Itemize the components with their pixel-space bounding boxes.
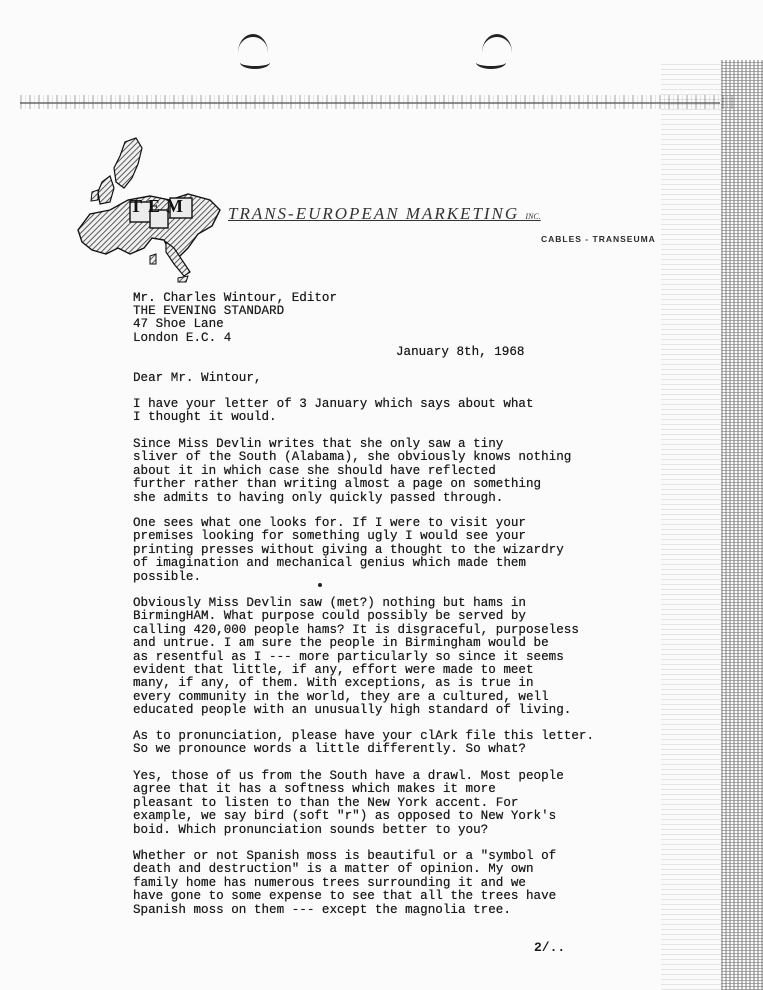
recipient-line: THE EVENING STANDARD	[133, 304, 285, 318]
body-paragraph: I have your letter of 3 January which says about what I thought it would.	[133, 397, 534, 425]
salutation: Dear Mr. Wintour,	[133, 371, 262, 385]
company-name	[228, 204, 541, 224]
logo-monogram: TEM	[130, 196, 190, 216]
page-continuation-marker: 2/..	[534, 940, 566, 955]
binder-hole-mark	[476, 56, 506, 69]
scan-edge-noise	[721, 60, 763, 990]
body-paragraph: Since Miss Devlin writes that she only saw a tiny sliver of the South (Alabama), she obviously knows nothing about it in which case she should have reflected further rather than writing almost a page on something she admits to having only quickly passed through.	[133, 437, 572, 505]
recipient-line: 47 Shoe Lane	[133, 317, 224, 331]
cable-address: CABLES - TRANSEUMA	[541, 234, 656, 244]
body-paragraph: As to pronunciation, please have your clArk file this letter. So we pronounce words a little differently. So what?	[133, 729, 595, 757]
company-name-text: TRANS-EUROPEAN MARKETING	[228, 204, 520, 223]
body-paragraph: Obviously Miss Devlin saw (met?) nothing but hams in BirmingHAM. What purpose could possibly be served by calling 420,000 people hams? It is disgraceful, purposeless and untrue. I am sure the people in Birmingham would be as resentful as I --- more particularly so since it seems evident that little, if any, effort were made to meet many, if any, of them. With exceptions, as is true in every community in the world, they are a cultured, well educated people with an unusually high standard of living.	[133, 596, 579, 718]
letter-date: January 8th, 1968	[396, 345, 525, 359]
body-paragraph: Whether or not Spanish moss is beautiful or a "symbol of death and destruction" is a matter of opinion. My own family home has numerous trees surrounding it and we have gone to some expense to see that all the trees have Spanish moss on them --- except the magnolia tree.	[133, 849, 557, 917]
body-paragraph: One sees what one looks for. If I were to visit your premises looking for something ugly I would see your printing presses without giving a thought to the wizardry of imagination and mechanical genius which made them possible.	[133, 516, 564, 584]
body-paragraph: Yes, those of us from the South have a drawl. Most people agree that it has a softness which makes it more pleasant to listen to than the New York accent. For example, we say bird (soft "r") as opposed to New York's boid. Which pronunciation sounds better to you?	[133, 769, 564, 837]
recipient-line: Mr. Charles Wintour, Editor	[133, 291, 338, 305]
scan-edge-shadow	[661, 60, 721, 990]
binder-hole-mark	[240, 56, 270, 69]
recipient-line: London E.C. 4	[133, 331, 232, 345]
scan-fold-line	[20, 102, 720, 104]
company-inc-mark: INC.	[525, 212, 541, 221]
